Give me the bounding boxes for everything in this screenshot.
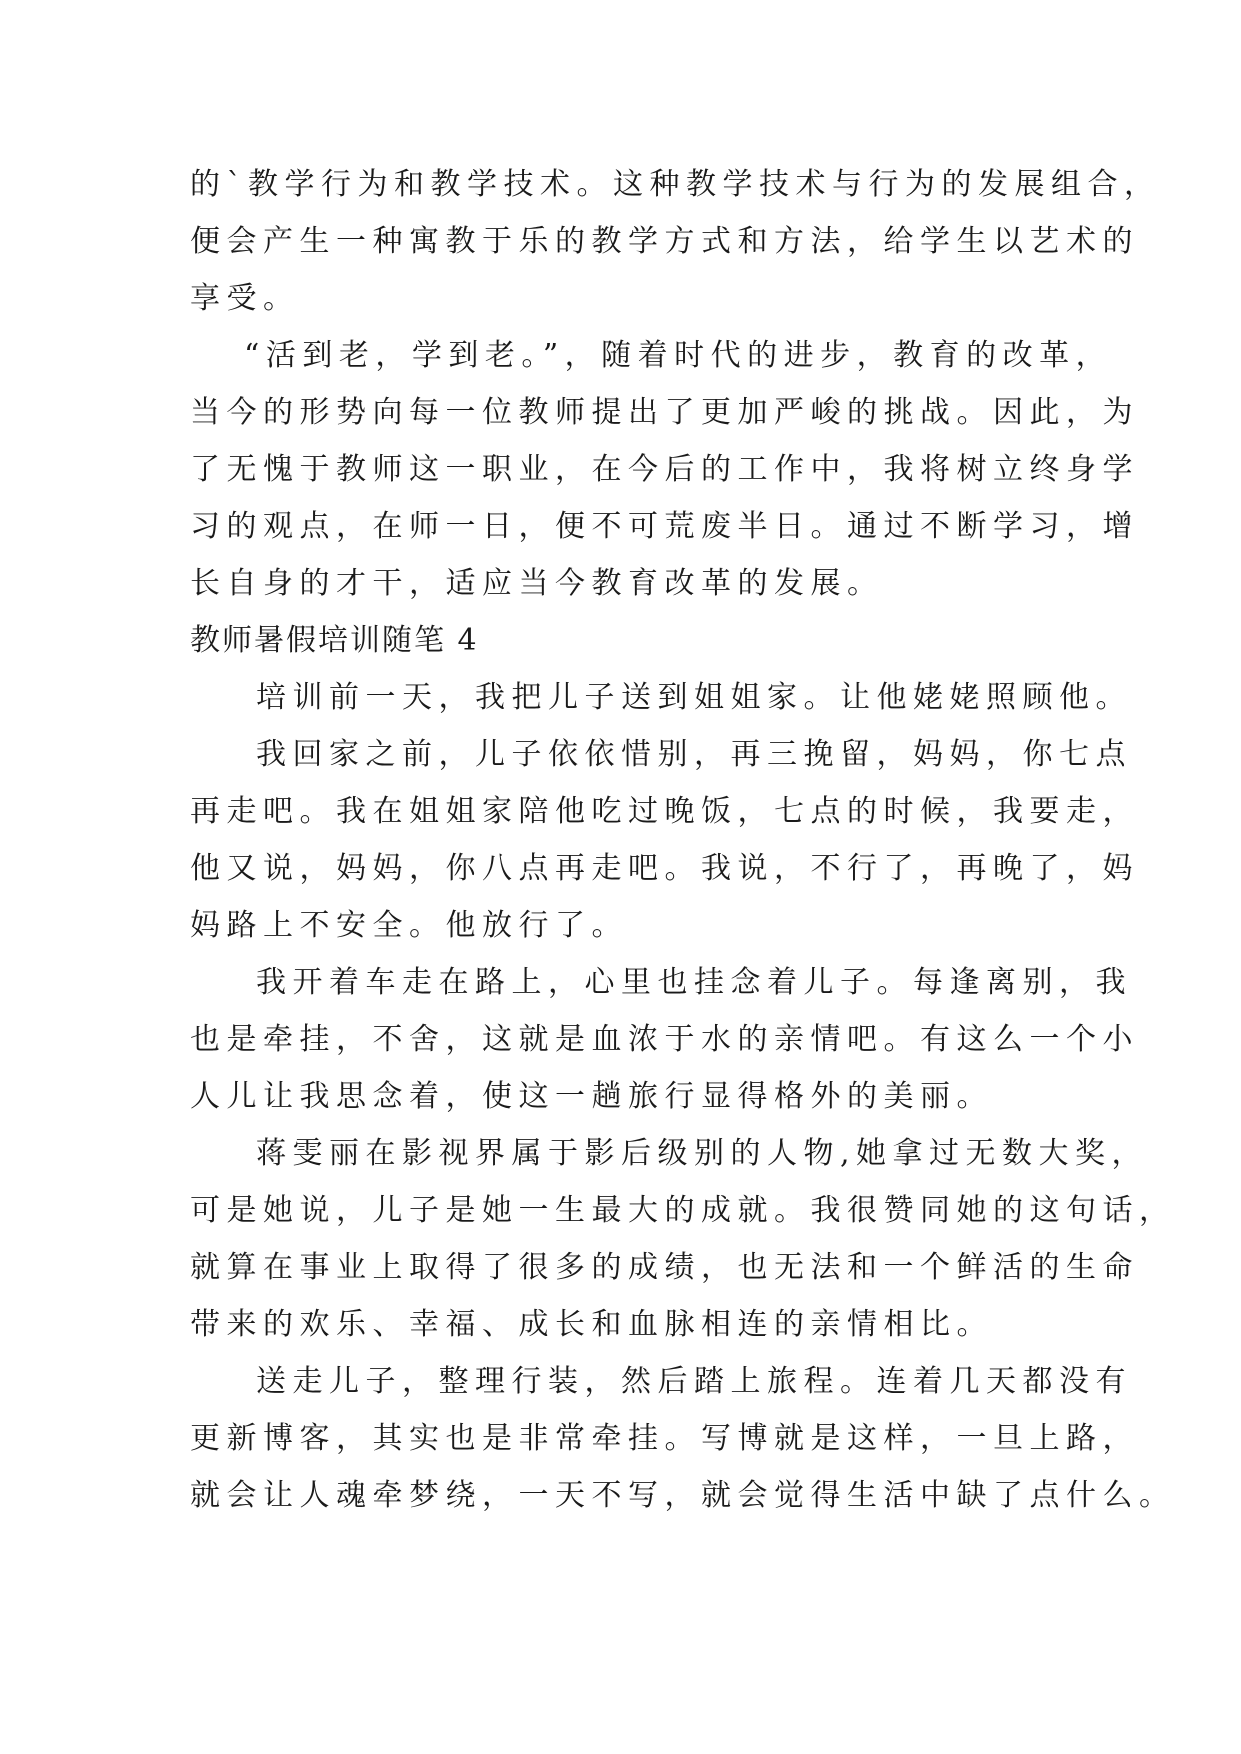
paragraph-5-line-1: 我开着车走在路上，心里也挂念着儿子。每逢离别，我: [256, 965, 1132, 1000]
paragraph-4-line-2: 再走吧。我在姐姐家陪他吃过晚饭，七点的时候，我要走，: [190, 794, 1139, 829]
paragraph-2-line-1: “活到老，学到老。”，随着时代的进步，教育的改革，: [244, 338, 1113, 373]
paragraph-7-line-3: 就会让人魂牵梦绕，一天不写，就会觉得生活中缺了点什么。: [190, 1478, 1176, 1513]
paragraph-2-line-3: 了无愧于教师这一职业，在今后的工作中，我将树立终身学: [190, 452, 1139, 487]
paragraph-2-line-5: 长自身的才干，适应当今教育改革的发展。: [190, 566, 884, 601]
paragraph-6-line-4: 带来的欢乐、幸福、成长和血脉相连的亲情相比。: [190, 1307, 993, 1342]
paragraph-6-line-1: 蒋雯丽在影视界属于影后级别的人物,她拿过无数大奖，: [256, 1136, 1149, 1171]
paragraph-5-line-2: 也是牵挂，不舍，这就是血浓于水的亲情吧。有这么一个小: [190, 1022, 1139, 1057]
paragraph-4-line-3: 他又说，妈妈，你八点再走吧。我说，不行了，再晚了，妈: [190, 851, 1139, 886]
paragraph-7-line-2: 更新博客，其实也是非常牵挂。写博就是这样，一旦上路，: [190, 1421, 1139, 1456]
section-heading: 教师暑假培训随笔 4: [190, 623, 479, 658]
paragraph-6-line-2: 可是她说，儿子是她一生最大的成就。我很赞同她的这句话，: [190, 1193, 1176, 1228]
paragraph-5-line-3: 人儿让我思念着，使这一趟旅行显得格外的美丽。: [190, 1079, 993, 1114]
paragraph-7-line-1: 送走儿子，整理行装，然后踏上旅程。连着几天都没有: [256, 1364, 1132, 1399]
paragraph-4-line-1: 我回家之前，儿子依依惜别，再三挽留，妈妈，你七点: [256, 737, 1132, 772]
paragraph-1-line-2: 便会产生一种寓教于乐的教学方式和方法，给学生以艺术的: [190, 224, 1139, 259]
paragraph-1-line-3: 享受。: [190, 281, 300, 316]
paragraph-2-line-2: 当今的形势向每一位教师提出了更加严峻的挑战。因此，为: [190, 395, 1139, 430]
paragraph-2-line-4: 习的观点，在师一日，便不可荒废半日。通过不断学习，增: [190, 509, 1139, 544]
paragraph-3-line-1: 培训前一天，我把儿子送到姐姐家。让他姥姥照顾他。: [256, 680, 1132, 715]
paragraph-6-line-3: 就算在事业上取得了很多的成绩，也无法和一个鲜活的生命: [190, 1250, 1139, 1285]
paragraph-1-line-1: 的`教学行为和教学技术。这种教学技术与行为的发展组合，: [190, 167, 1161, 202]
paragraph-4-line-4: 妈路上不安全。他放行了。: [190, 908, 628, 943]
